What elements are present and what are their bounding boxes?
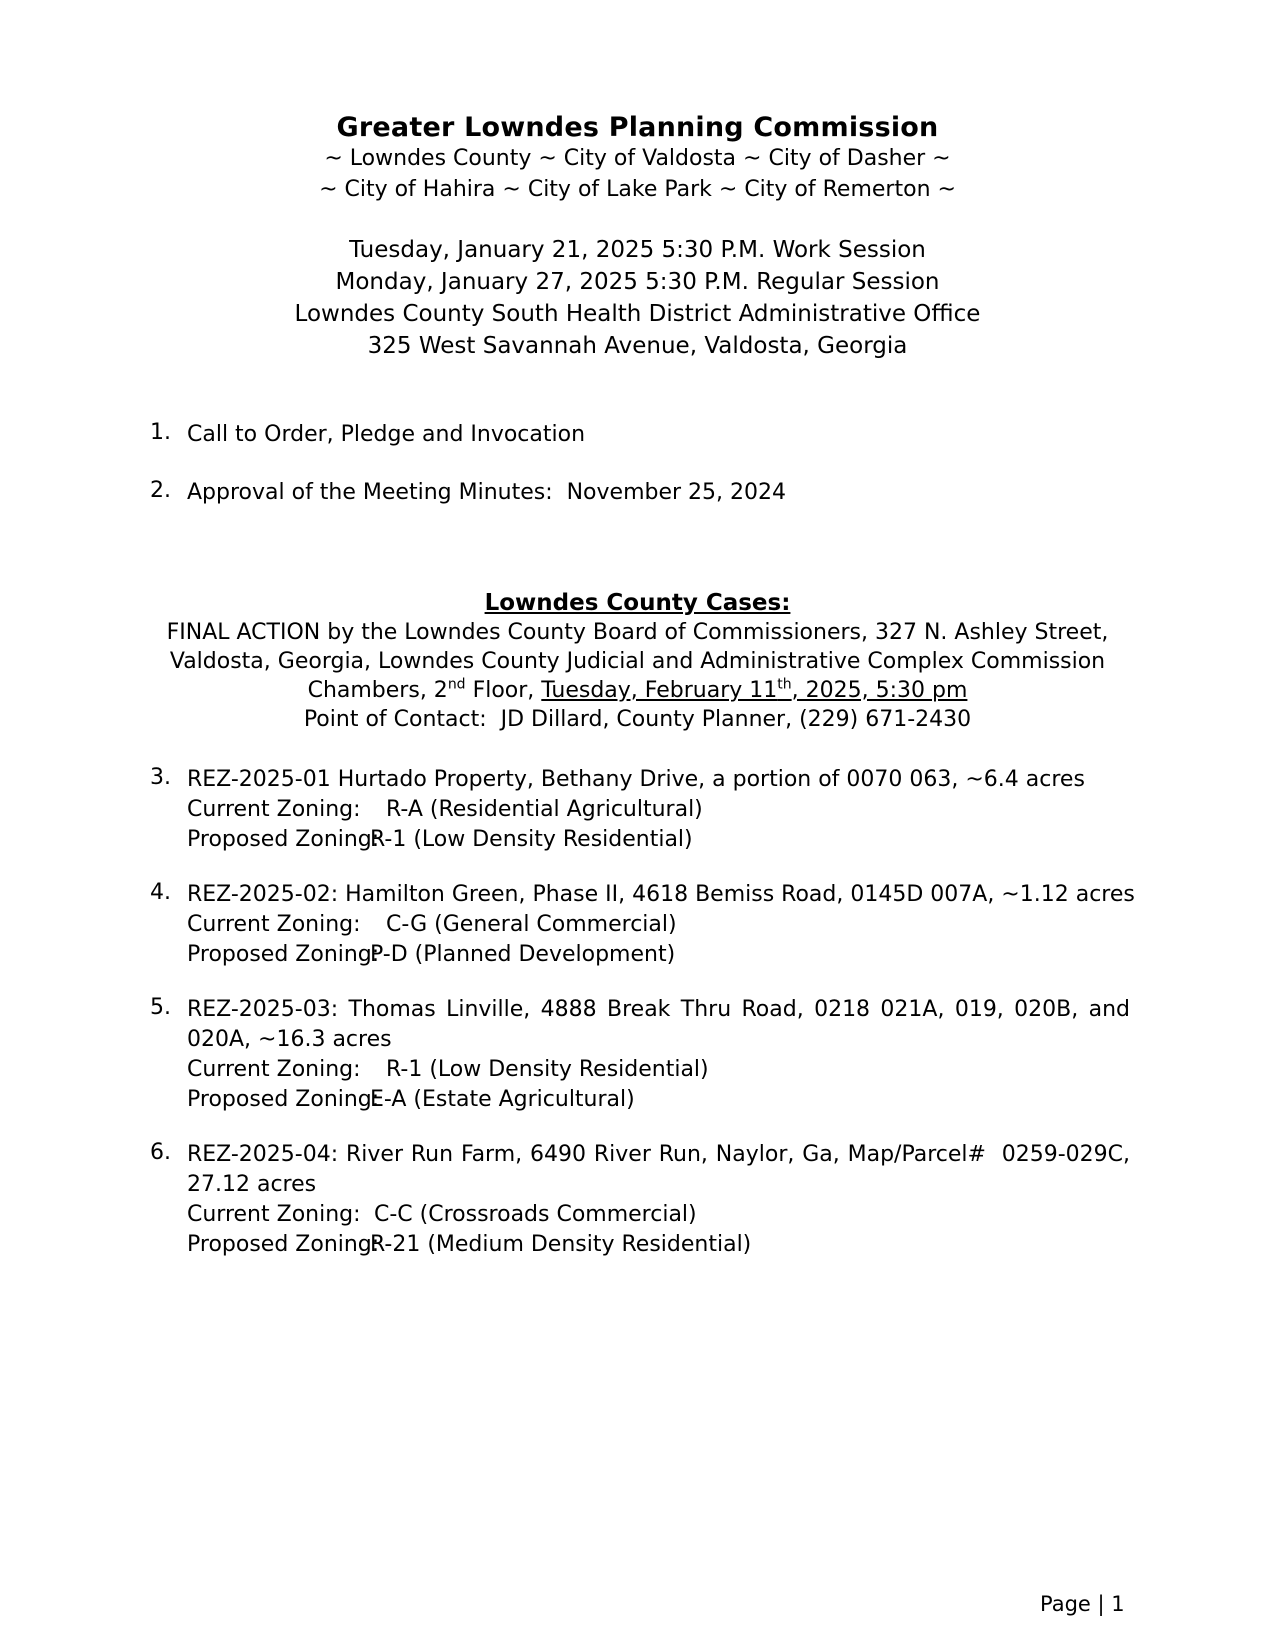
- proposed-zoning: [187, 940, 1130, 970]
- current-zoning: [187, 795, 1130, 825]
- current-zoning-label: Current Zoning:: [187, 797, 361, 822]
- agenda-item-1: [150, 420, 1130, 450]
- proposed-zoning: [187, 1085, 1130, 1115]
- proposed-zoning-label: Proposed Zoning:: [187, 1087, 380, 1112]
- proposed-zoning-label: Proposed Zoning:: [187, 1232, 380, 1257]
- agenda-item-text: Call to Order, Pledge and Invocation: [187, 422, 586, 447]
- point-of-contact: Point of Contact: JD Dillard, County Planner, (229) 671-2430: [303, 707, 972, 732]
- work-session-line: Tuesday, January 21, 2025 5:30 P.M. Work Session: [349, 237, 926, 263]
- case-item-5: [150, 995, 1130, 1115]
- proposed-zoning-label: Proposed Zoning:: [187, 827, 380, 852]
- case-title: REZ-2025-04: River Run Farm, 6490 River Run, Naylor, Ga, Map/Parcel# 0259-029C,: [187, 1142, 1130, 1167]
- current-zoning-value: R-1 (Low Density Residential): [386, 1057, 709, 1082]
- case-number: 6.: [150, 1140, 171, 1165]
- final-action-line-1: FINAL ACTION by the Lowndes County Board of Commissioners, 327 N. Ashley Street,: [166, 620, 1109, 645]
- section-heading-county-cases: Lowndes County Cases:: [484, 590, 791, 616]
- case-number: 5.: [150, 995, 171, 1020]
- agenda-item-text: Approval of the Meeting Minutes: November 25, 2024: [187, 480, 787, 505]
- current-zoning-label: Current Zoning:: [187, 912, 361, 937]
- proposed-zoning: [187, 1230, 1130, 1260]
- current-zoning-value: C-C (Crossroads Commercial): [374, 1202, 697, 1227]
- chambers-ordinal: nd: [447, 676, 466, 693]
- regular-session-line: Monday, January 27, 2025 5:30 P.M. Regular Session: [335, 269, 940, 295]
- current-zoning-label: Current Zoning:: [187, 1202, 361, 1227]
- proposed-zoning-value: R-1 (Low Density Residential): [370, 827, 693, 852]
- agenda-item-number: 1.: [150, 420, 171, 445]
- case-number: 4.: [150, 880, 171, 905]
- case-title: REZ-2025-03: Thomas Linville, 4888 Break Thru Road, 0218 021A, 019, 020B, and: [187, 997, 1130, 1022]
- proposed-zoning: [187, 825, 1130, 855]
- page-number: Page | 1: [1040, 1592, 1125, 1616]
- case-item-4: [150, 880, 1135, 970]
- hearing-date: [541, 678, 967, 703]
- document-title: Greater Lowndes Planning Commission: [336, 112, 939, 143]
- jurisdictions-line-1: ~ Lowndes County ~ City of Valdosta ~ City of Dasher ~: [324, 146, 951, 171]
- proposed-zoning-value: E-A (Estate Agricultural): [370, 1087, 635, 1112]
- agenda-item-2: [150, 478, 1130, 508]
- case-item-3: [150, 765, 1130, 855]
- final-action-line-3: [0, 678, 1275, 703]
- address-line: 325 West Savannah Avenue, Valdosta, Georgia: [367, 333, 908, 359]
- chambers-prefix: Chambers, 2: [307, 678, 448, 703]
- final-action-line-2: Valdosta, Georgia, Lowndes County Judicial and Administrative Complex Commission: [169, 649, 1106, 674]
- hearing-date-part-2: , 2025, 5:30 pm: [791, 678, 968, 703]
- case-title-continued: 020A, ~16.3 acres: [187, 1027, 392, 1052]
- case-title: REZ-2025-02: Hamilton Green, Phase II, 4618 Bemiss Road, 0145D 007A, ~1.12 acres: [187, 882, 1135, 907]
- proposed-zoning-value: P-D (Planned Development): [370, 942, 676, 967]
- case-number: 3.: [150, 765, 171, 790]
- agenda-item-number: 2.: [150, 478, 171, 503]
- current-zoning-value: R-A (Residential Agricultural): [386, 797, 703, 822]
- hearing-date-ordinal: th: [777, 676, 792, 693]
- current-zoning: [187, 1055, 1130, 1085]
- jurisdictions-line-2: ~ City of Hahira ~ City of Lake Park ~ City of Remerton ~: [319, 177, 956, 202]
- venue-line: Lowndes County South Health District Administrative Office: [294, 301, 981, 327]
- current-zoning: [187, 910, 1130, 940]
- current-zoning: [187, 1200, 1130, 1230]
- case-title-continued: 27.12 acres: [187, 1172, 317, 1197]
- current-zoning-label: Current Zoning:: [187, 1057, 361, 1082]
- current-zoning-value: C-G (General Commercial): [386, 912, 677, 937]
- proposed-zoning-label: Proposed Zoning:: [187, 942, 380, 967]
- case-title: REZ-2025-01 Hurtado Property, Bethany Drive, a portion of 0070 063, ~6.4 acres: [187, 767, 1085, 792]
- case-item-6: [150, 1140, 1130, 1260]
- chambers-floor: Floor,: [465, 678, 542, 703]
- proposed-zoning-value: R-21 (Medium Density Residential): [370, 1232, 752, 1257]
- hearing-date-part-1: Tuesday, February 11: [541, 678, 778, 703]
